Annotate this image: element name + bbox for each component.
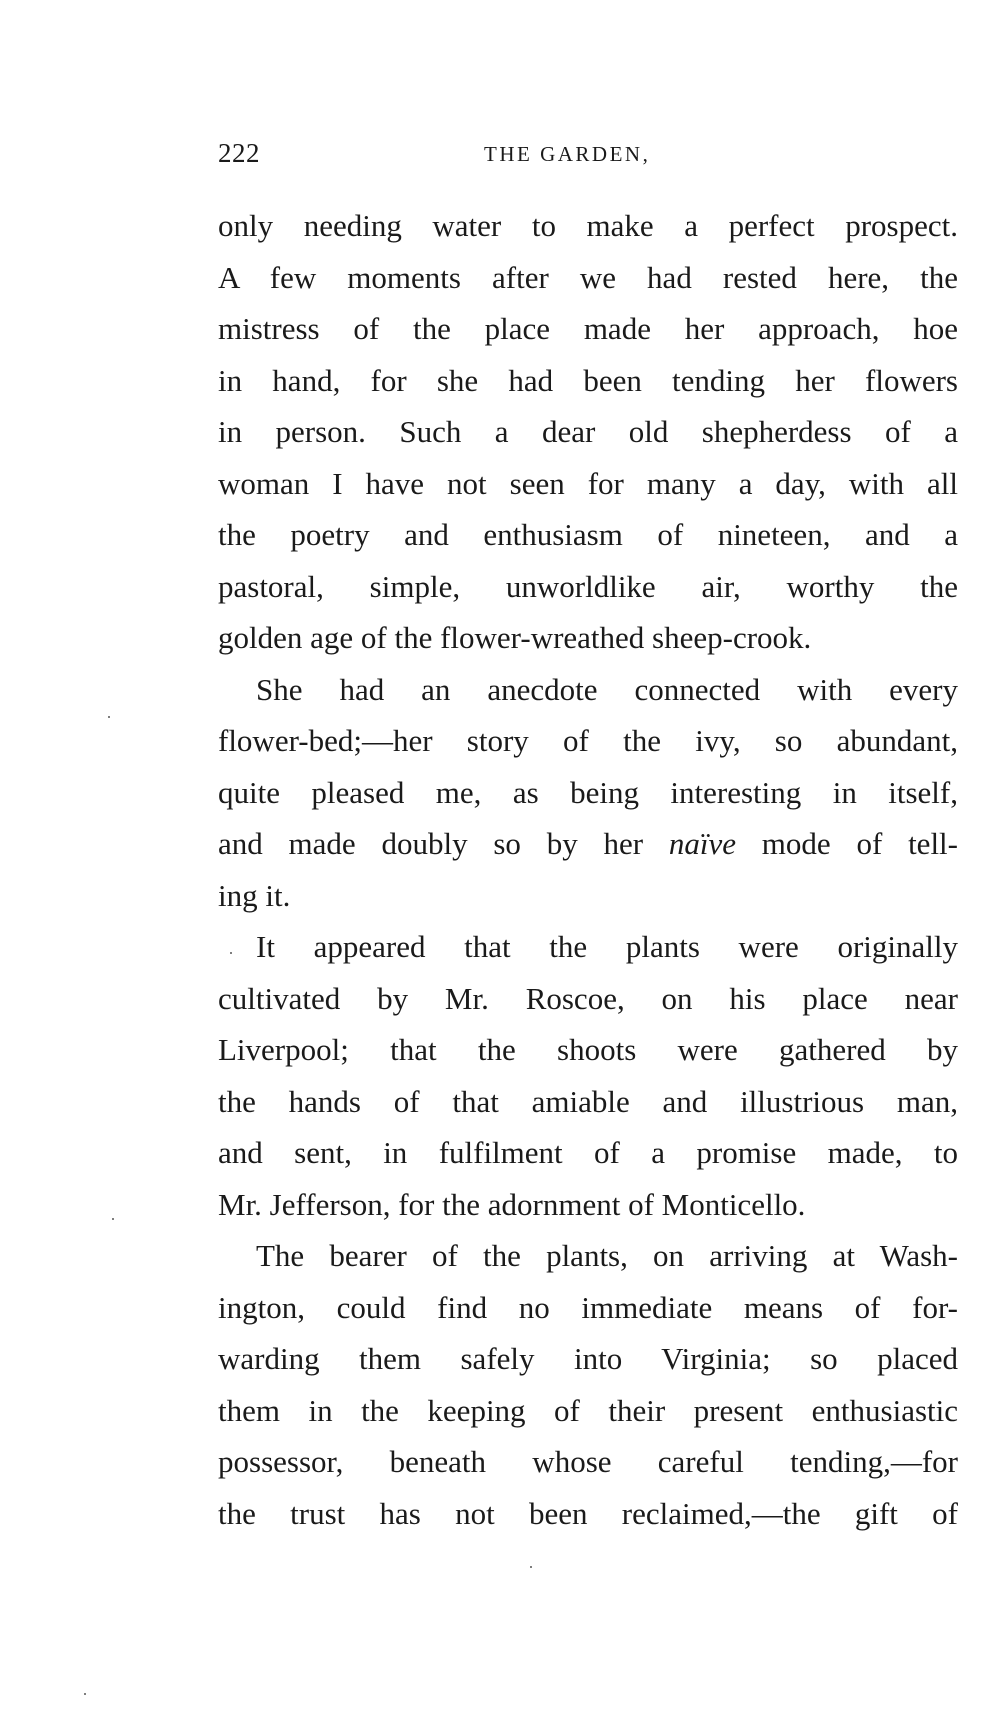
paragraph bbox=[218, 664, 958, 922]
page-number: 222 bbox=[218, 138, 260, 168]
text-line: Liverpool; that the shoots were gathered by bbox=[218, 1032, 958, 1067]
paper-speck bbox=[230, 952, 232, 954]
paper-speck bbox=[530, 1566, 532, 1568]
running-head: THE GARDEN, bbox=[484, 142, 651, 166]
text-line: only needing water to make a perfect prospect. bbox=[218, 208, 958, 243]
paper-speck bbox=[84, 1693, 86, 1695]
text-line: ington, could find no immediate means of for- bbox=[218, 1289, 958, 1325]
text-line: warding them safely into Virginia; so placed bbox=[218, 1341, 958, 1376]
text-line: The bearer of the plants, on arriving at Wash- bbox=[256, 1238, 958, 1273]
text-line: them in the keeping of their present enthusiastic bbox=[218, 1392, 958, 1428]
paragraph bbox=[218, 1230, 958, 1539]
text-line: the hands of that amiable and illustrious man, bbox=[218, 1083, 958, 1119]
paper-speck bbox=[112, 1218, 114, 1220]
text-line: ing it. bbox=[218, 877, 291, 913]
text-line: in hand, for she had been tending her flowers bbox=[218, 362, 958, 398]
paragraph bbox=[218, 200, 958, 664]
text-line: flower-bed;—her story of the ivy, so abundant, bbox=[218, 723, 958, 758]
text-line: the trust has not been reclaimed,—the gift of bbox=[218, 1495, 958, 1531]
text-line: golden age of the flower-wreathed sheep-crook. bbox=[218, 620, 812, 655]
text-line: mistress of the place made her approach, hoe bbox=[218, 311, 958, 346]
text-line: pastoral, simple, unworldlike air, worthy the bbox=[218, 568, 958, 604]
text-line: in person. Such a dear old shepherdess of a bbox=[218, 414, 958, 449]
text-line: She had an anecdote connected with every bbox=[256, 671, 958, 707]
text-line: and made doubly so by her naïve mode of tell- bbox=[218, 826, 958, 861]
text-line: It appeared that the plants were originally bbox=[256, 929, 958, 964]
text-line: quite pleased me, as being interesting in itself, bbox=[218, 774, 958, 810]
text-line: and sent, in fulfilment of a promise made, to bbox=[218, 1135, 958, 1170]
text-line: cultivated by Mr. Roscoe, on his place near bbox=[218, 980, 958, 1016]
text-line: Mr. Jefferson, for the adornment of Monticello. bbox=[218, 1186, 806, 1222]
paper-speck bbox=[108, 716, 110, 718]
text-line: A few moments after we had rested here, the bbox=[218, 259, 958, 295]
paragraph bbox=[218, 921, 958, 1230]
page-header bbox=[218, 138, 958, 178]
text-line: woman I have not seen for many a day, with all bbox=[218, 465, 958, 501]
body-text bbox=[218, 200, 958, 1539]
italic-word: naïve bbox=[668, 826, 737, 861]
text-line: the poetry and enthusiasm of nineteen, and a bbox=[218, 517, 958, 552]
text-line: possessor, beneath whose careful tending,—for bbox=[218, 1444, 958, 1479]
